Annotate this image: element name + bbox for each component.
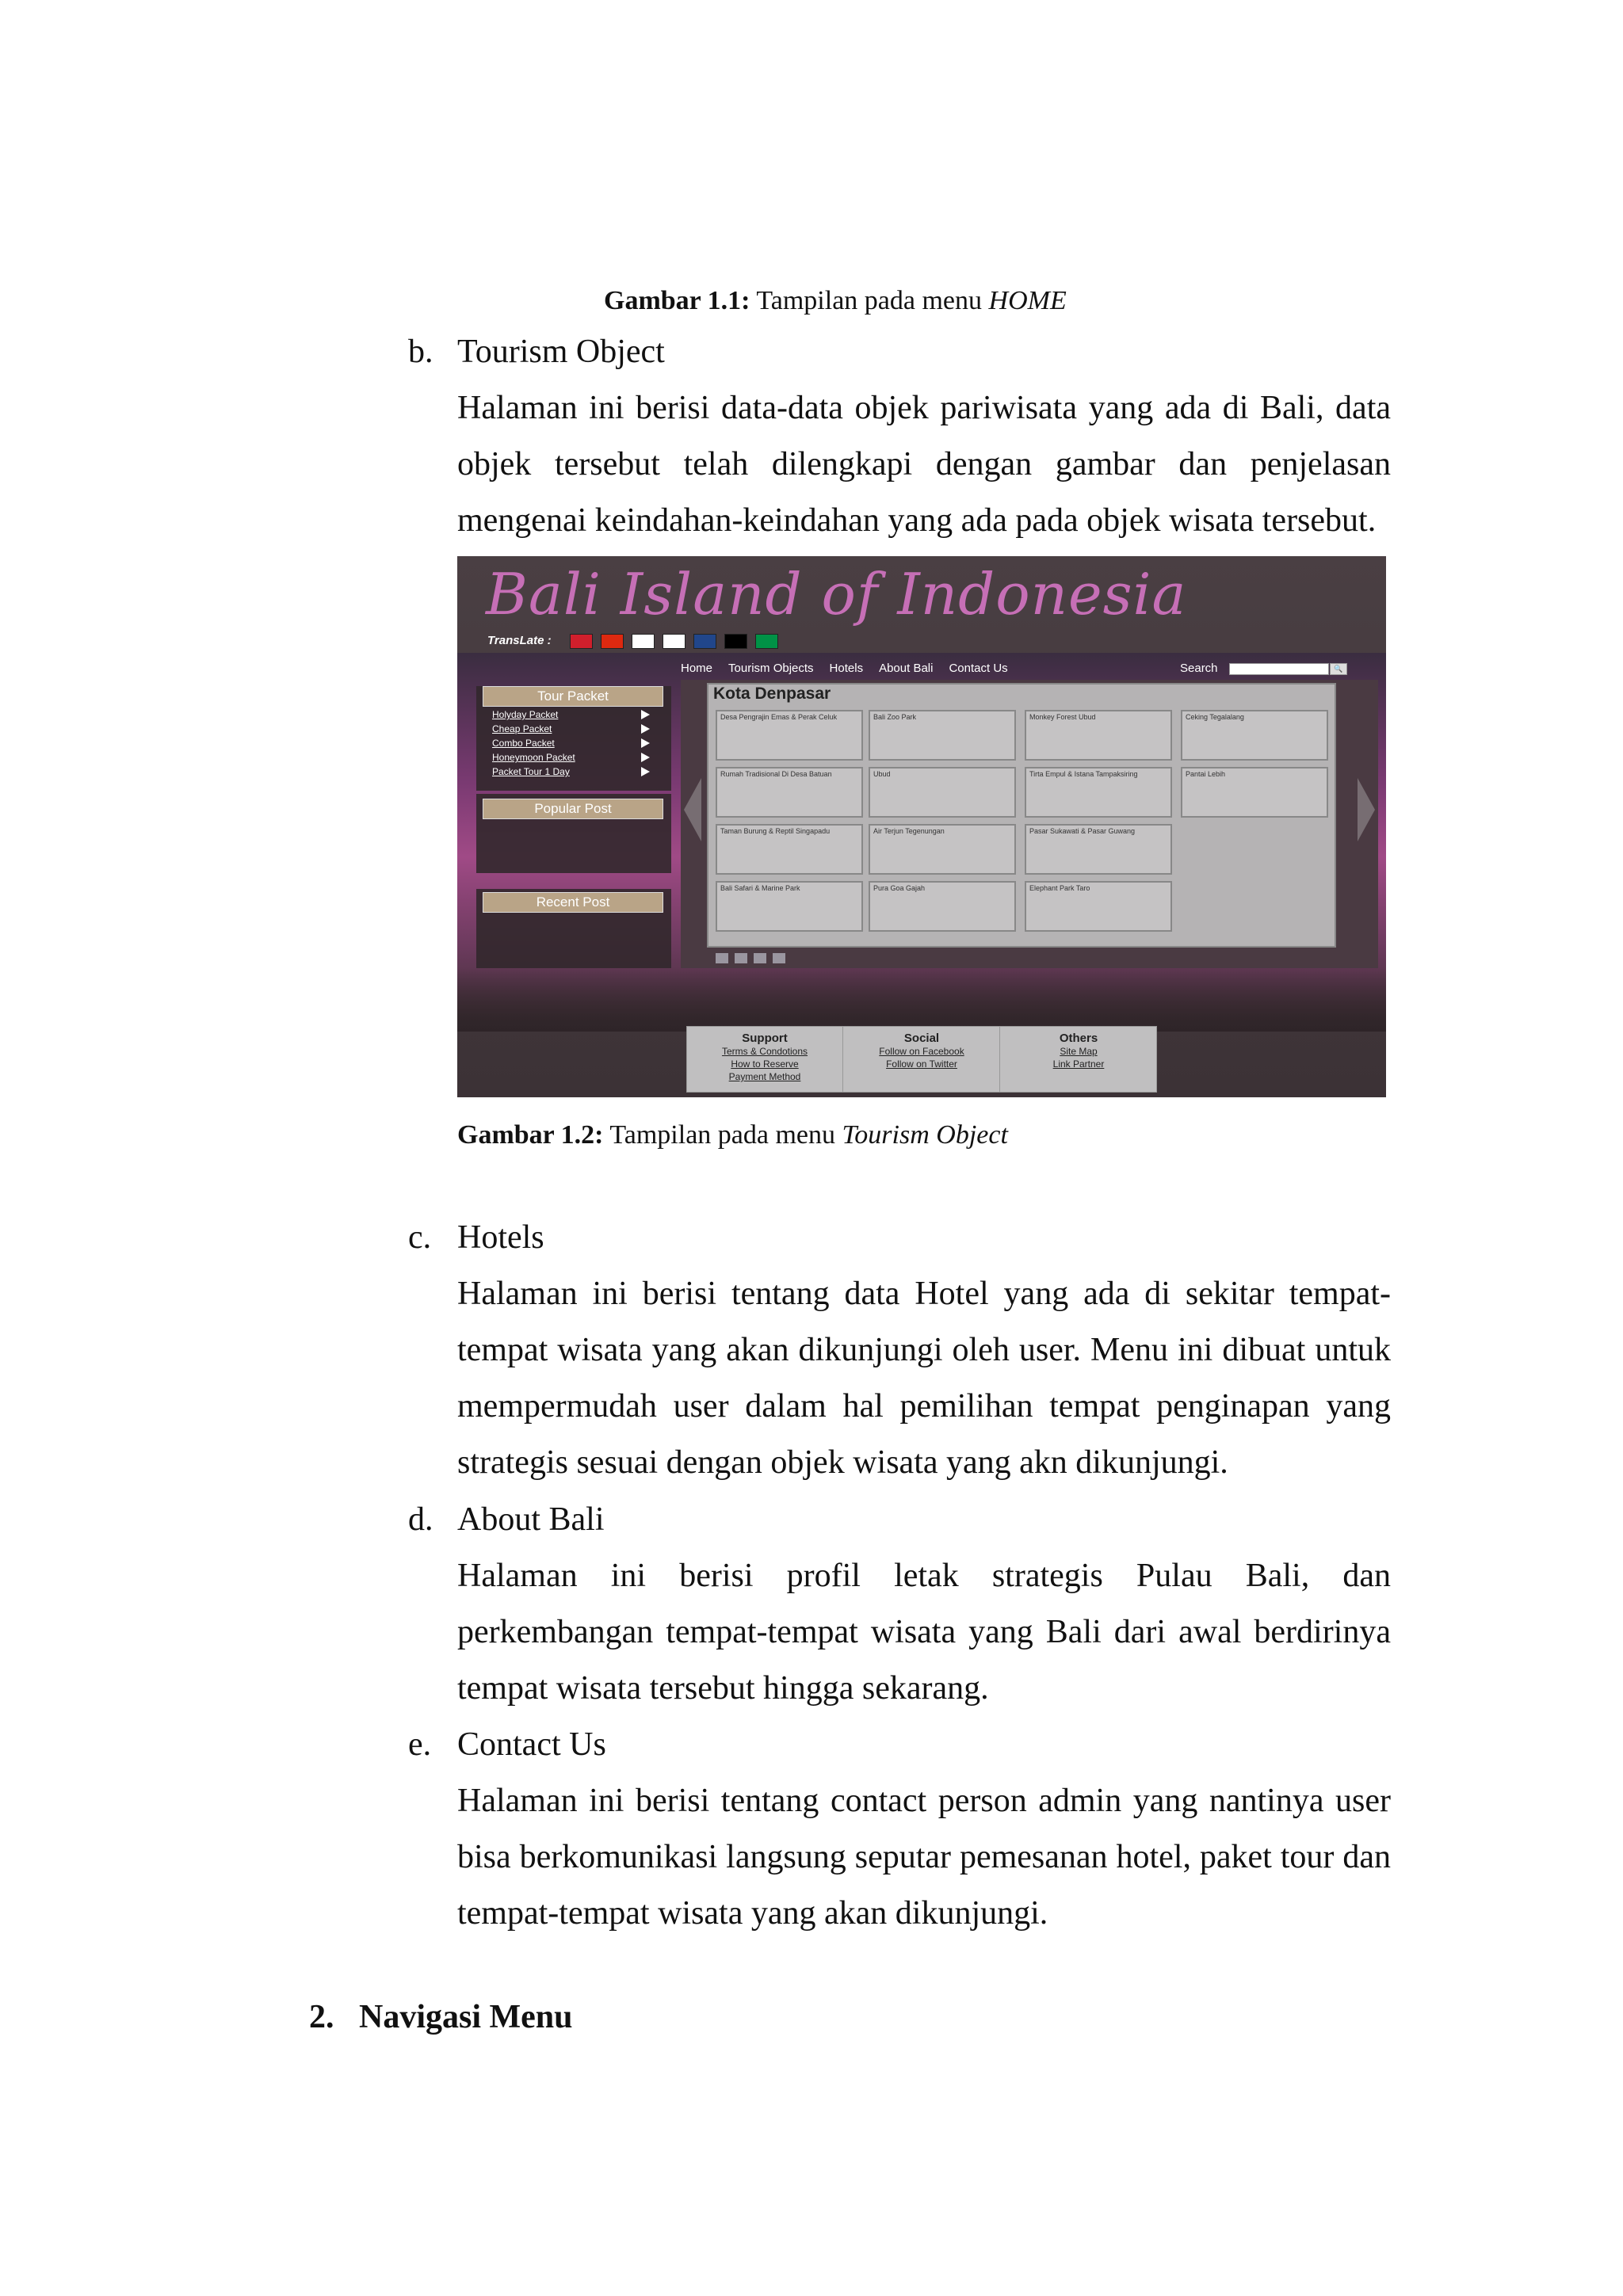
tour-packet-link[interactable]: Cheap Packet (492, 723, 552, 734)
tourism-object-screenshot (457, 556, 1386, 1097)
object-card-label: Ubud (873, 770, 891, 778)
list-marker-d: d. (408, 1501, 433, 1538)
object-card[interactable] (716, 710, 863, 761)
footer-link[interactable]: Follow on Twitter (886, 1058, 957, 1070)
tour-packet-link[interactable]: Holyday Packet (492, 709, 559, 720)
object-card-label: Bali Zoo Park (873, 713, 917, 721)
object-card-label: Monkey Forest Ubud (1029, 713, 1096, 721)
object-card[interactable] (869, 881, 1016, 932)
footer-link[interactable]: Payment Method (728, 1071, 801, 1082)
arrow-right-icon (641, 767, 650, 776)
nav-item-tourism-objects[interactable]: Tourism Objects (728, 662, 814, 675)
object-card[interactable] (716, 824, 863, 875)
object-card-label: Bali Safari & Marine Park (720, 884, 800, 892)
search-input[interactable] (1229, 663, 1329, 675)
search-button[interactable]: 🔍 (1330, 663, 1347, 675)
contact-us-heading: Contact Us (457, 1726, 606, 1763)
flag-icon[interactable] (632, 634, 655, 649)
figure-caption-1-1: Gambar 1.1: Tampilan pada menu HOME (604, 286, 1067, 315)
tour-packet-link[interactable]: Packet Tour 1 Day (492, 766, 570, 777)
footer-others-title: Others (1059, 1032, 1098, 1045)
section-heading: Navigasi Menu (359, 1999, 573, 2035)
footer-link[interactable]: Terms & Condotions (721, 1046, 808, 1057)
popular-post-header: Popular Post (483, 799, 663, 819)
search-label: Search (1180, 662, 1218, 675)
page-dot[interactable] (735, 953, 747, 963)
footer-social-title: Social (903, 1032, 940, 1045)
object-card[interactable] (1025, 881, 1172, 932)
object-card-label: Pura Goa Gajah (873, 884, 926, 892)
footer-link[interactable]: Link Partner (1052, 1058, 1105, 1070)
footer-link[interactable]: How to Reserve (731, 1058, 799, 1070)
site-logo: Bali Island of Indonesia (486, 561, 1187, 627)
recent-post-header: Recent Post (483, 892, 663, 913)
background-hill (457, 968, 1386, 1032)
arrow-right-icon (641, 738, 650, 748)
page-dot[interactable] (754, 953, 766, 963)
hotels-paragraph: Halaman ini berisi tentang data Hotel yang ada di sekitar tempat-tempat wisata yang akan dikunjungi oleh user. Menu ini dibuat untuk mempermudah user dalam hal pemilihan tempat penginapan yang strategis sesuai dengan objek wisata yang akn dikunjungi. (457, 1276, 1391, 1481)
about-bali-heading: About Bali (457, 1501, 605, 1538)
city-title: Kota Denpasar (713, 685, 831, 703)
site-footer (686, 1026, 1157, 1093)
figure-caption-1-2: Gambar 1.2: Tampilan pada menu Tourism Object (457, 1120, 1008, 1150)
object-card[interactable] (869, 767, 1016, 818)
slider-next-arrow[interactable] (1358, 778, 1375, 841)
object-card-label: Air Terjun Tegenungan (873, 827, 945, 835)
object-card[interactable] (716, 881, 863, 932)
object-card-label: Pasar Sukawati & Pasar Guwang (1029, 827, 1136, 835)
object-card[interactable] (716, 767, 863, 818)
object-card-label: Rumah Tradisional Di Desa Batuan (720, 770, 832, 778)
flag-icon[interactable] (693, 634, 716, 649)
object-card[interactable] (869, 824, 1016, 875)
section-number: 2. (309, 1999, 334, 2035)
footer-link[interactable]: Follow on Facebook (879, 1046, 964, 1057)
page-dot[interactable] (773, 953, 785, 963)
flag-icon[interactable] (663, 634, 685, 649)
object-card-label: Ceking Tegalalang (1186, 713, 1244, 721)
nav-item-hotels[interactable]: Hotels (829, 662, 864, 675)
nav-item-home[interactable]: Home (681, 662, 713, 675)
flag-icon[interactable] (601, 634, 624, 649)
tour-packet-link[interactable]: Honeymoon Packet (492, 752, 575, 763)
flag-icon[interactable] (724, 634, 747, 649)
arrow-right-icon (641, 724, 650, 734)
nav-item-about-bali[interactable]: About Bali (879, 662, 934, 675)
footer-others (1001, 1027, 1156, 1092)
page-dot[interactable] (716, 953, 728, 963)
object-card-label: Taman Burung & Reptil Singapadu (720, 827, 831, 835)
tour-packet-link[interactable]: Combo Packet (492, 738, 555, 749)
footer-social (844, 1027, 1000, 1092)
object-card[interactable] (1181, 710, 1328, 761)
arrow-right-icon (641, 710, 650, 719)
slider-prev-arrow[interactable] (684, 778, 701, 841)
list-marker-c: c. (408, 1219, 432, 1256)
object-card[interactable] (1025, 710, 1172, 761)
object-card[interactable] (869, 710, 1016, 761)
tourism-object-heading: Tourism Object (457, 334, 665, 370)
language-flags (570, 634, 778, 649)
tour-packet-header: Tour Packet (483, 686, 663, 707)
about-bali-paragraph: Halaman ini berisi profil letak strategis Pulau Bali, dan perkembangan tempat-tempat wisata yang Bali dari awal berdirinya tempat wisata tersebut hingga sekarang. (457, 1558, 1391, 1707)
object-card-label: Tirta Empul & Istana Tampaksiring (1029, 770, 1138, 778)
object-card[interactable] (1181, 767, 1328, 818)
object-card-label: Pantai Lebih (1186, 770, 1226, 778)
hotels-heading: Hotels (457, 1219, 544, 1256)
object-card[interactable] (1025, 767, 1172, 818)
footer-support-title: Support (742, 1032, 788, 1045)
object-card-label: Elephant Park Taro (1029, 884, 1090, 892)
arrow-right-icon (641, 753, 650, 762)
translate-label: TransLate : (487, 634, 552, 647)
contact-us-paragraph: Halaman ini berisi tentang contact person admin yang nantinya user bisa berkomunikasi langsung seputar pemesanan hotel, paket tour dan tempat-tempat wisata yang akan dikunjungi. (457, 1783, 1391, 1932)
footer-link[interactable]: Site Map (1060, 1046, 1098, 1057)
list-marker-e: e. (408, 1726, 432, 1763)
list-marker-b: b. (408, 334, 433, 370)
flag-icon[interactable] (570, 634, 593, 649)
nav-item-contact-us[interactable]: Contact Us (949, 662, 1008, 675)
tourism-object-paragraph: Halaman ini berisi data-data objek pariwisata yang ada di Bali, data objek tersebut telah dilengkapi dengan gambar dan penjelasan mengenai keindahan-keindahan yang ada pada objek wisata tersebut. (457, 390, 1391, 539)
footer-support (687, 1027, 843, 1092)
object-card[interactable] (1025, 824, 1172, 875)
object-card-label: Desa Pengrajin Emas & Perak Celuk (720, 713, 838, 721)
flag-icon[interactable] (755, 634, 778, 649)
